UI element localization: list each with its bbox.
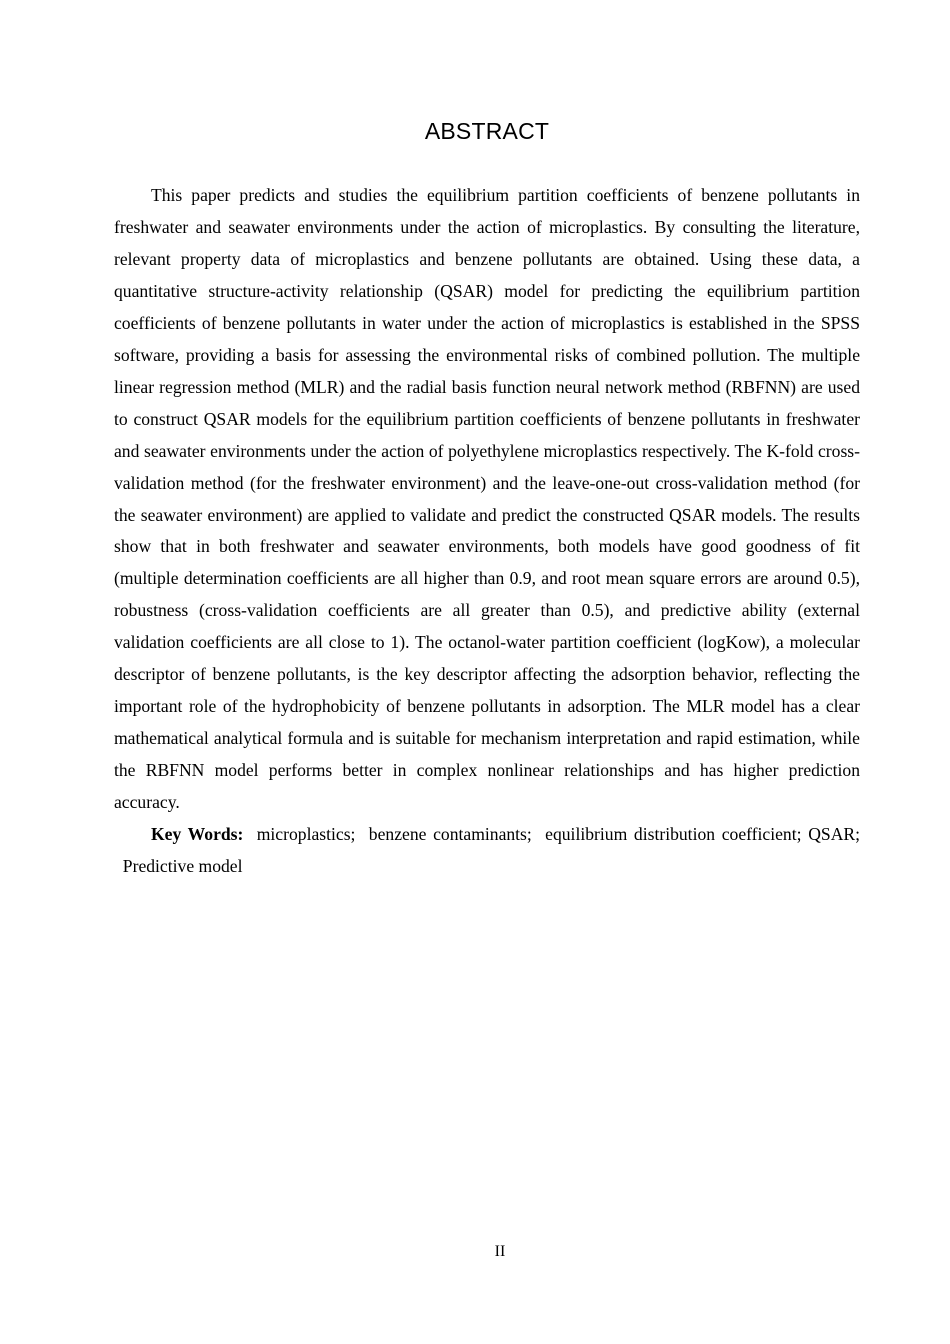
keywords-paragraph — [114, 819, 860, 883]
keyword-item: QSAR; — [808, 824, 861, 845]
page-number: II — [494, 1243, 506, 1260]
keywords-label: Key Words: — [151, 824, 244, 845]
abstract-title: ABSTRACT — [424, 118, 550, 144]
keyword-item: microplastics; — [256, 824, 356, 845]
abstract-paragraph: This paper predicts and studies the equilibrium partition coefficients of benzene pollutants in freshwater and seawater environments under the action of microplastics. By consulting the literature, relevant property data of microplastics and benzene pollutants are obtained. Using these data, a quantitative structure-activity relationship (QSAR) model for predicting the equilibrium partition coefficients of benzene pollutants in water under the action of microplastics is established in the SPSS software, providing a basis for assessing the environmental risks of combined pollution. The multiple linear regression method (MLR) and the radial basis function neural network method (RBFNN) are used to construct QSAR models for the equilibrium partition coefficients of benzene pollutants in freshwater and seawater environments under the action of polyethylene microplastics respectively. The K-fold cross-validation method (for the freshwater environment) and the leave-one-out cross-validation method (for the seawater environment) are applied to validate and predict the constructed QSAR models. The results show that in both freshwater and seawater environments, both models have good goodness of fit (multiple determination coefficients are all higher than 0.9, and root mean square errors are around 0.5), robustness (cross-validation coefficients are all greater than 0.5), and predictive ability (external validation coefficients are all close to 1). The octanol-water partition coefficient (logKow), a molecular descriptor of benzene pollutants, is the key descriptor affecting the adsorption behavior, reflecting the important role of the hydrophobicity of benzene pollutants in adsorption. The MLR model has a clear mathematical analytical formula and is suitable for mechanism interpretation and rapid estimation, while the RBFNN model performs better in complex nonlinear relationships and has higher prediction accuracy. — [114, 185, 860, 813]
keyword-item: benzene contaminants; — [368, 824, 532, 845]
abstract-body — [114, 180, 860, 883]
keyword-item: Predictive model — [122, 856, 243, 877]
keyword-item: equilibrium distribution coefficient; — [545, 824, 802, 845]
